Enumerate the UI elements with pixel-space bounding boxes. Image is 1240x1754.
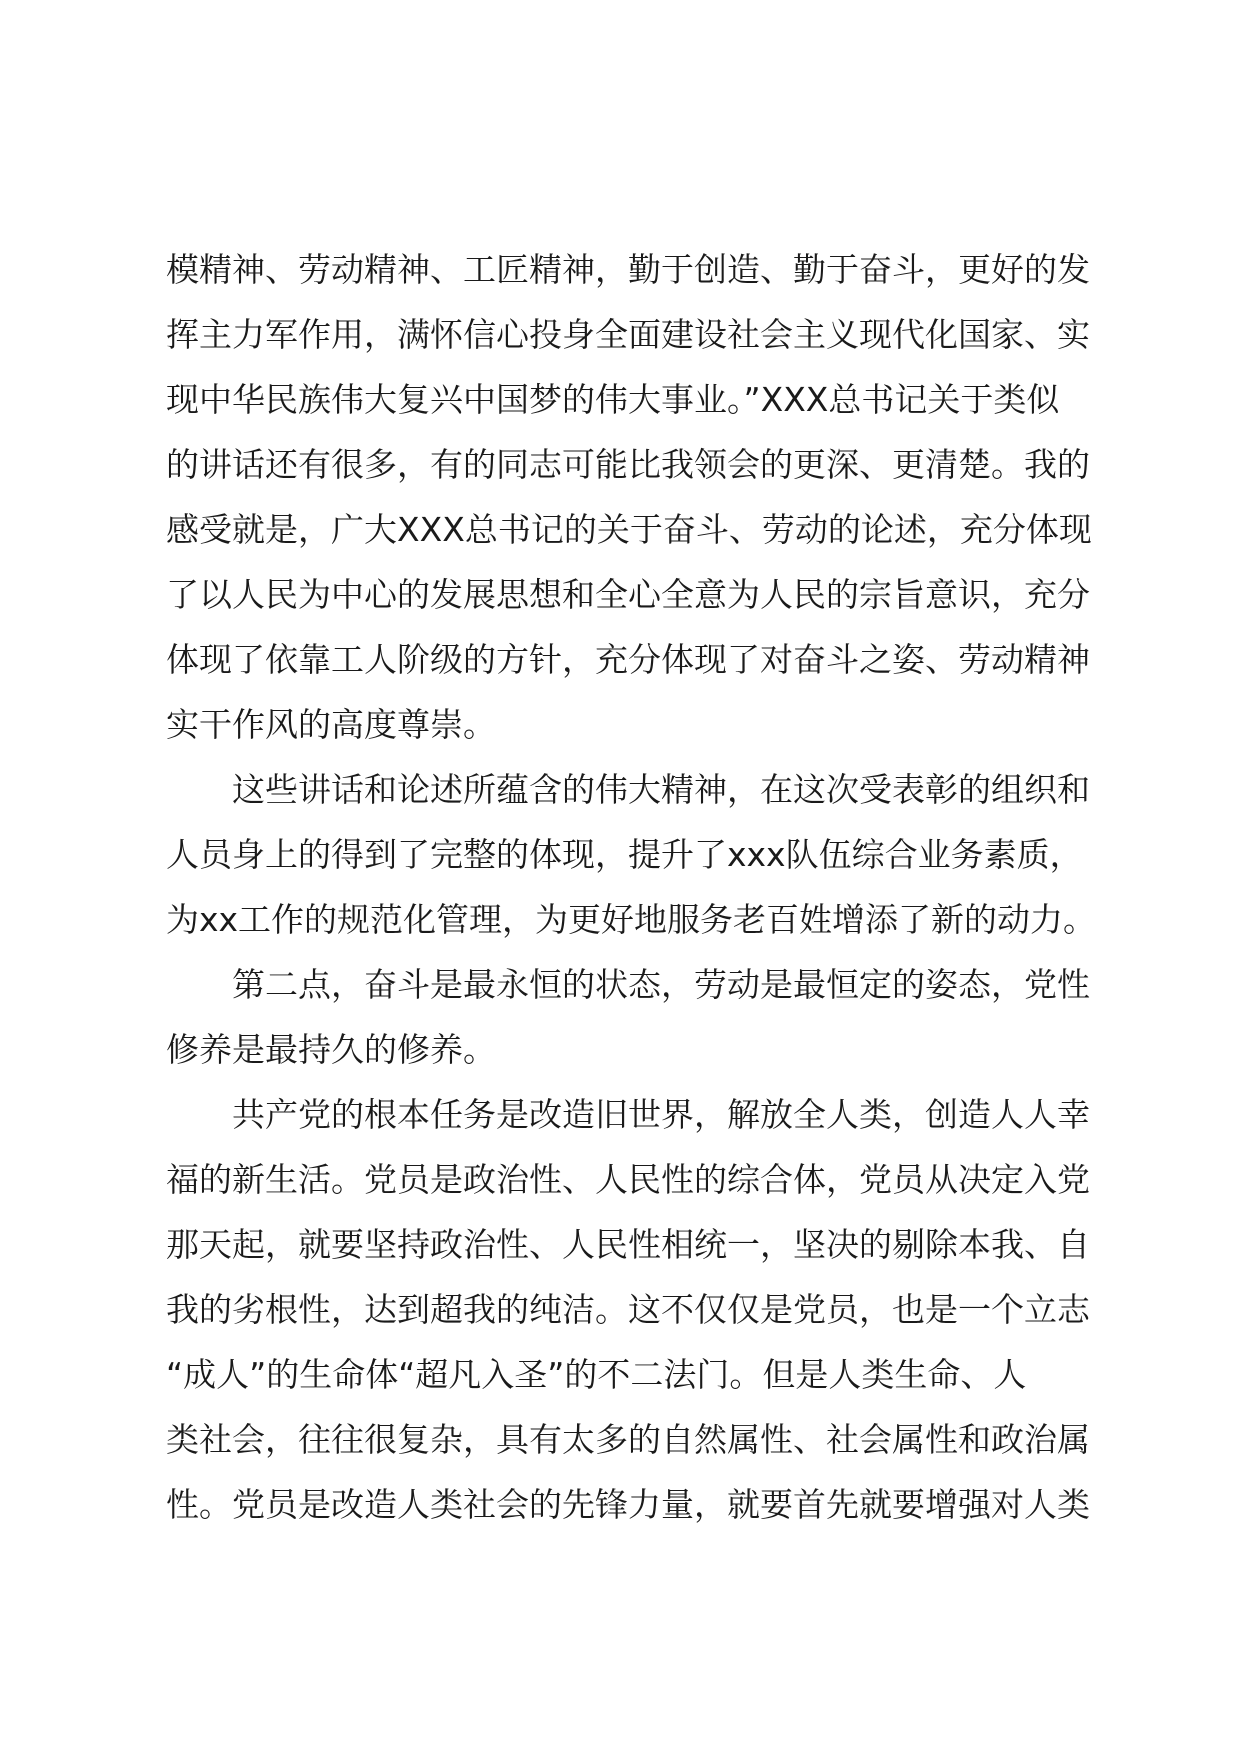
text-line: 性。党员是改造人类社会的先锋力量，就要首先就要增强对人类 bbox=[166, 1485, 1090, 1524]
text-line: 我的劣根性，达到超我的纯洁。这不仅仅是党员，也是一个立志 bbox=[166, 1290, 1090, 1329]
paragraph-first-line: 这些讲话和论述所蕴含的伟大精神，在这次受表彰的组织和 bbox=[232, 770, 1090, 809]
text-line: “成人”的生命体“超凡入圣”的不二法门。但是人类生命、人 bbox=[166, 1355, 1027, 1394]
text-line: 模精神、劳动精神、工匠精神，勤于创造、勤于奋斗，更好的发 bbox=[166, 250, 1090, 289]
paragraph-first-line: 共产党的根本任务是改造旧世界，解放全人类，创造人人幸 bbox=[232, 1095, 1090, 1134]
document-body bbox=[166, 237, 1100, 1537]
text-line: 福的新生活。党员是政治性、人民性的综合体，党员从决定入党 bbox=[166, 1160, 1090, 1199]
text-line: 现中华民族伟大复兴中国梦的伟大事业。”XXX总书记关于类似 bbox=[166, 380, 1060, 419]
paragraph-first-line: 第二点，奋斗是最永恒的状态，劳动是最恒定的姿态，党性 bbox=[232, 965, 1090, 1004]
text-line: 类社会，往往很复杂，具有太多的自然属性、社会属性和政治属 bbox=[166, 1420, 1090, 1459]
text-line: 为xx工作的规范化管理，为更好地服务老百姓增添了新的动力。 bbox=[166, 900, 1097, 939]
text-line: 了以人民为中心的发展思想和全心全意为人民的宗旨意识，充分 bbox=[166, 575, 1090, 614]
text-line: 体现了依靠工人阶级的方针，充分体现了对奋斗之姿、劳动精神 bbox=[166, 640, 1090, 679]
text-line: 人员身上的得到了完整的体现，提升了xxx队伍综合业务素质， bbox=[166, 835, 1083, 874]
text-line: 实干作风的高度尊崇。 bbox=[166, 705, 496, 744]
text-line: 感受就是，广大XXX总书记的关于奋斗、劳动的论述，充分体现 bbox=[166, 510, 1092, 549]
text-line: 的讲话还有很多，有的同志可能比我领会的更深、更清楚。我的 bbox=[166, 445, 1090, 484]
text-line: 挥主力军作用，满怀信心投身全面建设社会主义现代化国家、实 bbox=[166, 315, 1090, 354]
text-line: 修养是最持久的修养。 bbox=[166, 1030, 496, 1069]
text-line: 那天起，就要坚持政治性、人民性相统一，坚决的剔除本我、自 bbox=[166, 1225, 1090, 1264]
